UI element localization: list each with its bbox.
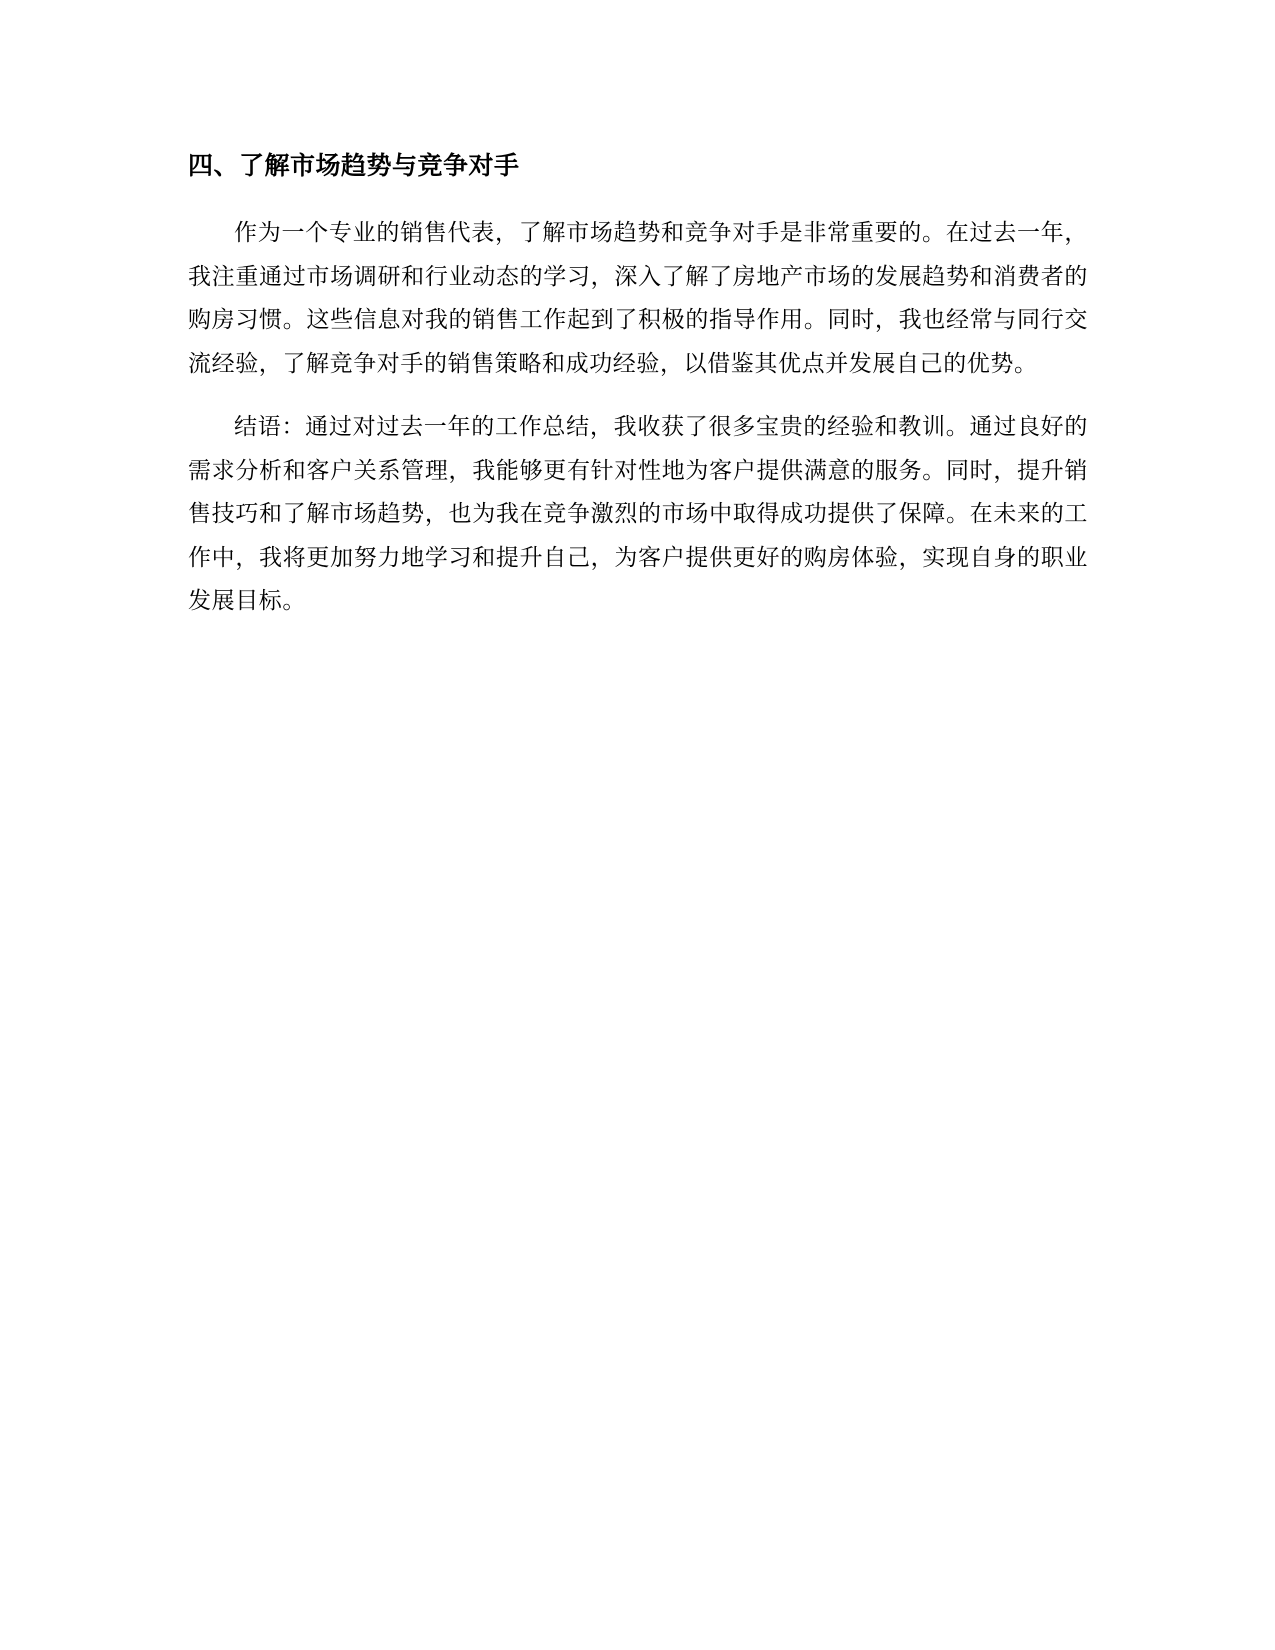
paragraph-market-trends: 作为一个专业的销售代表，了解市场趋势和竞争对手是非常重要的。在过去一年，我注重通过市场调研和行业动态的学习，深入了解了房地产市场的发展趋势和消费者的购房习惯。这些信息对我的销售工作起到了积极的指导作用。同时，我也经常与同行交流经验，了解竞争对手的销售策略和成功经验，以借鉴其优点并发展自己的优势。 — [188, 220, 1088, 377]
paragraph-conclusion: 结语：通过对过去一年的工作总结，我收获了很多宝贵的经验和教训。通过良好的需求分析和客户关系管理，我能够更有针对性地为客户提供满意的服务。同时，提升销售技巧和了解市场趋势，也为我在竞争激烈的市场中取得成功提供了保障。在未来的工作中，我将更加努力地学习和提升自己，为客户提供更好的购房体验，实现自身的职业发展目标。 — [188, 414, 1088, 614]
section-heading: 四、了解市场趋势与竞争对手 — [188, 151, 520, 180]
document-body — [188, 145, 1088, 624]
